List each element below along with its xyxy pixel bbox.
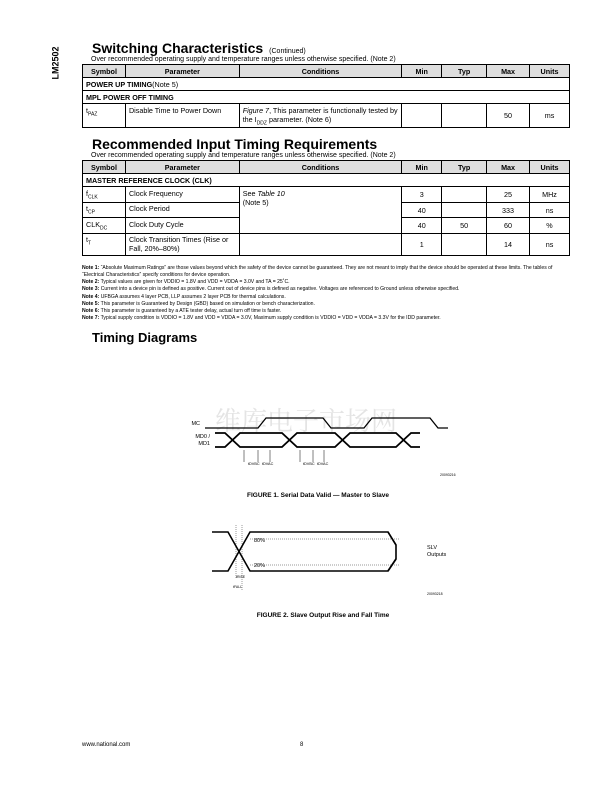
table-header-row: Symbol Parameter Conditions Min Typ Max Units <box>83 161 570 174</box>
input-timing-title: Recommended Input Timing Requirements <box>92 136 378 153</box>
section-row: POWER UP TIMING(Note 5) <box>83 78 570 91</box>
table-row: $CLK_{DC}$ Clock Duty Cycle 40 50 60 % <box>83 218 570 233</box>
t-dvbc-label: tDVBC <box>248 462 260 466</box>
t-dvac-label: tDVAC <box>262 462 274 466</box>
switching-title: Switching Characteristics (Continued) <box>92 40 306 56</box>
input-timing-intro: Over recommended operating supply and temperature ranges unless otherwise specified. (Note 2) <box>91 152 396 160</box>
label-80: 80% <box>254 538 266 544</box>
slv-label: SLV <box>427 545 437 551</box>
md-label-2: MD1 <box>198 441 210 447</box>
table-header-row: Symbol Parameter Conditions Min Typ Max Units <box>83 65 570 78</box>
t-fall-label: tFALL <box>233 585 243 589</box>
note: Note 2: Typical values are given for VDDIO = 1.8V and VDD = VDDA = 3.0V and TA = 25˚C. <box>82 279 290 286</box>
figure-2-caption: FIGURE 2. Slave Output Rise and Fall Time <box>256 612 390 619</box>
watermark: 维库电子市场网 <box>214 406 398 436</box>
note: Note 4: UFBGA assumes 4 layer PCB, LLP assumes 2 layer PCB for thermal calculations. <box>82 293 286 300</box>
switching-intro: Over recommended operating supply and temperature ranges unless otherwise specified. (Note 2) <box>91 56 396 63</box>
figure-1-caption: FIGURE 1. Serial Data Valid — Master to Slave <box>247 492 389 499</box>
table-row: $t_T$ Clock Transition Times (Rise or Fall, 20%–80%) 1 14 ns <box>83 233 570 255</box>
note: Note 3: Current into a device pin is defined as positive. Current out of device pins is defined as negative. Voltages are referenced to Ground unless otherwise specified. <box>82 286 460 293</box>
timing-diagrams-title: Timing Diagrams <box>92 330 198 346</box>
figure-2-id: 20093218 <box>427 592 443 596</box>
timing-markers <box>244 450 324 462</box>
section-row: MASTER REFERENCE CLOCK (CLK) <box>83 174 570 187</box>
t-dvbc-label-2: tDVBC <box>303 462 315 466</box>
table-row: $t_{CP}$ Clock Period 40 333 ns <box>83 202 570 217</box>
md-label: MD0 / <box>195 434 210 440</box>
mc-label: MC <box>191 421 200 427</box>
footer-url[interactable]: www.national.com <box>82 742 131 748</box>
note: Note 5: This parameter is Guaranteed by Design (GBD) based on simulation or bench characterization. <box>82 300 315 307</box>
outputs-label: Outputs <box>427 552 447 558</box>
note: Note 1: “Absolute Maximum Ratings” are those values beyond which the safety of the device cannot be guaranteed. They are not meant to imply that the device should be operated at these limits. The tables of “Electrical Characteristics” specify conditions for device operation. <box>82 264 553 278</box>
section-row: MPL POWER OFF TIMING <box>83 91 570 104</box>
t-rise-label: tRISE <box>236 575 246 579</box>
t-dvac-label-2: tDVAC <box>317 462 329 466</box>
figure-2 <box>212 525 447 619</box>
label-20: 20% <box>254 563 266 569</box>
figure-1-id: 20093216 <box>440 473 456 477</box>
table-row: $f_{CLK}$ Clock Frequency See Table 10 (Note 5) 3 25 MHz <box>83 187 570 202</box>
side-part-label: LM2502 <box>50 46 61 80</box>
page-number: 8 <box>300 742 304 748</box>
note: Note 6: This parameter is guaranteed by a ATE tester delay, actual turn off time is faster. <box>82 307 282 314</box>
table-row: $t_{PAZ}$ Disable Time to Power Down Figure 7, This parameter is functionally tested by the $I_{DDZ}$ parameter. (Note 6) 50 ms <box>83 104 570 128</box>
note: Note 7: Typical supply condition is VDDIO = 1.8V and VDD = VDDA = 3.0V, Maximum supply condition is VDDIO = VDD = VDDA = 3.3V for the IDD parameter. <box>82 315 441 322</box>
